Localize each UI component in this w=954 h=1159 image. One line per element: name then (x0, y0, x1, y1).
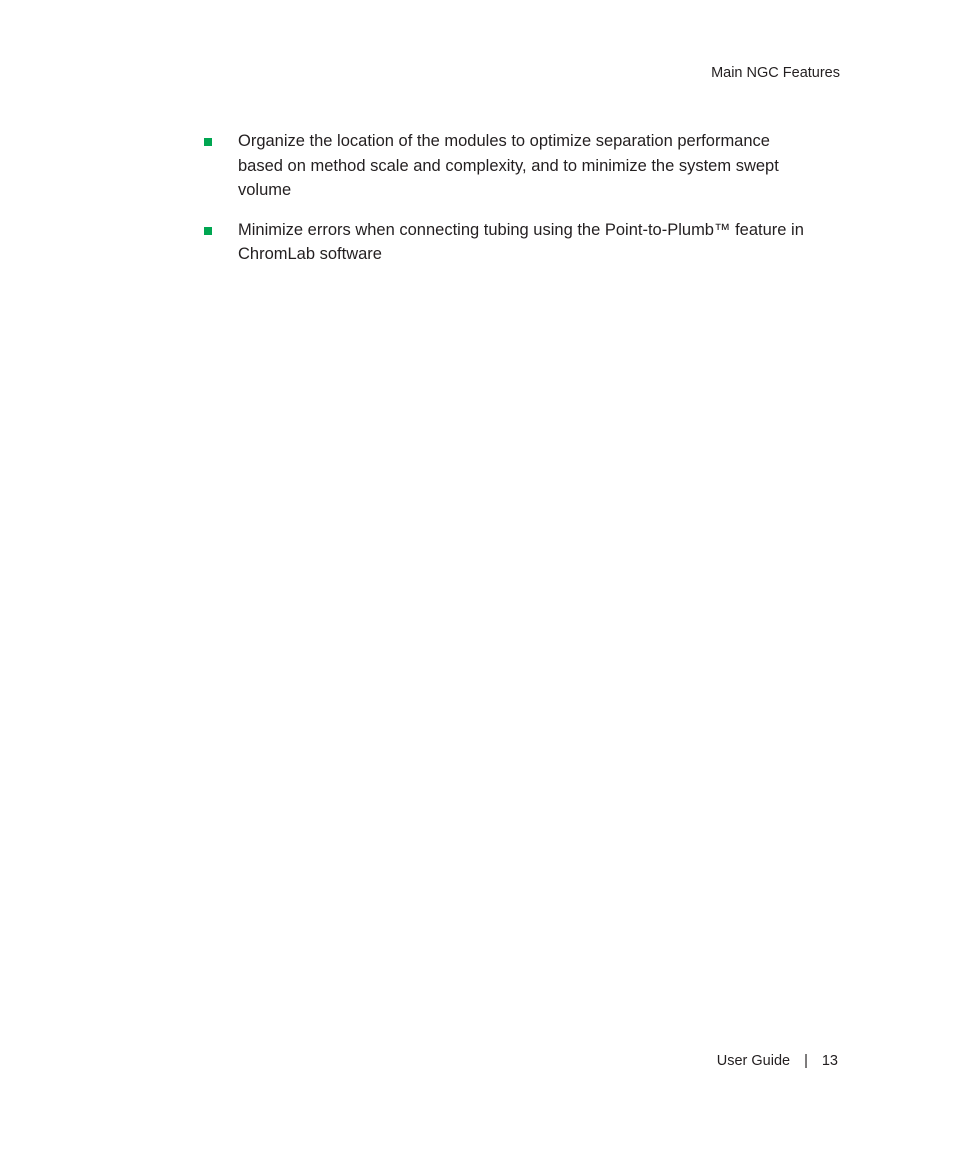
page-number: 13 (821, 1053, 838, 1069)
footer-label: User Guide (716, 1053, 791, 1069)
list-item (204, 218, 804, 267)
list-item (204, 129, 804, 203)
bullet-list (204, 129, 804, 282)
page-footer (717, 1051, 838, 1071)
square-bullet-icon (204, 138, 212, 146)
bullet-text: Organize the location of the modules to optimize separation performance based on method scale and complexity, and to minimize the system swept volume (238, 132, 779, 199)
bullet-text: Minimize errors when connecting tubing using the Point-to-Plumb™ feature in ChromLab software (238, 220, 804, 263)
square-bullet-icon (204, 227, 212, 235)
footer-separator: | (804, 1053, 808, 1069)
running-header: Main NGC Features (711, 65, 840, 81)
